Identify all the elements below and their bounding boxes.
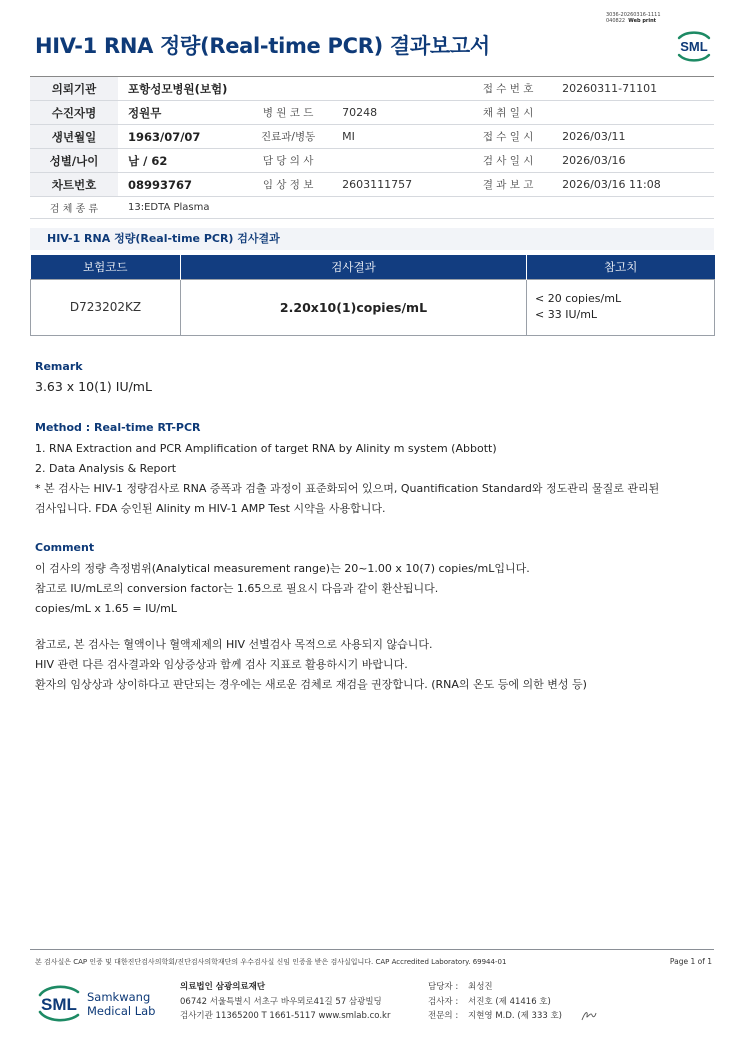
sml-logo-top [672, 26, 716, 64]
method-heading: Method : Real-time RT-PCR [35, 421, 201, 434]
remark-heading: Remark [35, 360, 83, 373]
page-title: HIV-1 RNA 정량(Real-time PCR) 결과보고서 [35, 34, 490, 58]
info-label: 채 취 일 시 [464, 101, 552, 125]
info-value [552, 101, 714, 125]
method-line: 검사입니다. FDA 승인된 Alinity m HIV-1 AMP Test 시약을 사용합니다. [35, 502, 386, 515]
info-value: 70248 [332, 101, 464, 125]
info-row [30, 101, 714, 125]
info-label: 병 원 코 드 [244, 101, 332, 125]
staff-list [428, 980, 562, 1024]
institution-contact: 검사기관 11365200 T 1661-5117 www.smlab.co.kr [180, 1011, 391, 1021]
info-label: 진료과/병동 [244, 125, 332, 149]
result-header-row [31, 255, 715, 279]
web-print-mark: Web print [628, 18, 657, 24]
sml-logo-name-line2: Medical Lab [87, 1004, 156, 1018]
info-value: 남 / 62 [118, 149, 244, 173]
staff-row [428, 980, 562, 995]
reference-line: < 20 copies/mL [535, 292, 622, 305]
sml-logo-top-text: SML [680, 39, 708, 54]
info-label: 검 사 일 시 [464, 149, 552, 173]
comment-line: 참고로 IU/mL로의 conversion factor는 1.65으로 필요시 다음과 같이 환산됩니다. [35, 582, 439, 595]
document-code-line1: 3036-20260316-1111 [606, 12, 661, 18]
info-label: 성별/나이 [30, 149, 118, 173]
info-value: 2026/03/16 [552, 149, 714, 173]
specimen-value: 13:EDTA Plasma [118, 197, 714, 219]
test-result: 2.20x10(1)copies/mL [181, 279, 527, 335]
comment-line: copies/mL x 1.65 = IU/mL [35, 602, 177, 615]
staff-name: 지현영 M.D. (제 333 호) [468, 1011, 563, 1021]
sml-logo-bottom [37, 982, 157, 1024]
info-row [30, 149, 714, 173]
method-line: * 본 검사는 HIV-1 정량검사로 RNA 증폭과 검출 과정이 표준화되어 있으며, Quantification Standard와 정도관리 물질로 관리된 [35, 482, 660, 495]
sml-logo-name-line1: Samkwang [87, 990, 151, 1004]
method-line: 2. Data Analysis & Report [35, 462, 177, 475]
info-value: 2603111757 [332, 173, 464, 197]
sml-logo-bottom-text: SML [41, 995, 77, 1014]
institution-address: 06742 서울특별시 서초구 바우뫼로41길 57 삼광빌딩 [180, 996, 382, 1007]
result-section-title: HIV-1 RNA 정량(Real-time PCR) 검사결과 [30, 228, 714, 250]
specimen-row [30, 197, 714, 219]
info-value: 포항성모병원(보험) [118, 77, 464, 101]
comment-section [35, 541, 587, 695]
signature-mark [580, 1008, 598, 1022]
staff-name: 최성진 [468, 982, 493, 992]
comment-line: 참고로, 본 검사는 혈액이나 혈액제제의 HIV 선별검사 목적으로 사용되지 않습니다. [35, 638, 433, 651]
comment-line: 환자의 임상상과 상이하다고 판단되는 경우에는 새로운 검체로 재검을 권장합니다. (RNA의 온도 등에 의한 변성 등) [35, 678, 587, 691]
institution-info [180, 980, 390, 1024]
info-row [30, 125, 714, 149]
column-header-code: 보험코드 [31, 255, 181, 279]
info-value: 1963/07/07 [118, 125, 244, 149]
info-value: 2026/03/16 11:08 [552, 173, 714, 197]
column-header-result: 검사결과 [181, 255, 527, 279]
reference-range [527, 279, 715, 335]
staff-row [428, 995, 562, 1010]
document-code [606, 12, 661, 24]
staff-role: 검사자 : [428, 996, 459, 1007]
staff-name: 서진호 (제 41416 호) [468, 996, 551, 1007]
footer-divider [30, 949, 714, 950]
comment-line: 이 검사의 정량 측정범위(Analytical measurement range)는 20~1.00 x 10(7) copies/mL입니다. [35, 562, 530, 575]
staff-role: 담당자 : [428, 982, 459, 992]
specimen-label: 검 체 종 류 [30, 197, 118, 219]
method-section [35, 421, 659, 519]
info-value: 2026/03/11 [552, 125, 714, 149]
comment-line: HIV 관련 다른 검사결과와 임상증상과 함께 검사 지표로 활용하시기 바랍니다. [35, 658, 408, 671]
info-label: 임 상 정 보 [244, 173, 332, 197]
info-value: MI [332, 125, 464, 149]
institution-name: 의료법인 삼광의료재단 [180, 982, 266, 992]
info-value [332, 149, 464, 173]
accreditation-note: 본 검사실은 CAP 인증 및 대한진단검사의학회/진단검사의학재단의 우수검사실 신임 인증을 받은 검사실입니다. CAP Accredited Laboratory. 69944-01 [35, 958, 507, 966]
info-label: 담 당 의 사 [244, 149, 332, 173]
info-label: 차트번호 [30, 173, 118, 197]
remark-section [35, 360, 152, 396]
info-label: 생년월일 [30, 125, 118, 149]
method-line: 1. RNA Extraction and PCR Amplification of target RNA by Alinity m system (Abbott) [35, 442, 497, 455]
info-label: 접 수 번 호 [464, 77, 552, 101]
page-number: Page 1 of 1 [669, 957, 712, 966]
result-row [31, 279, 715, 335]
info-row [30, 173, 714, 197]
staff-row [428, 1009, 562, 1024]
staff-role: 전문의 : [428, 1011, 459, 1021]
info-label: 접 수 일 시 [464, 125, 552, 149]
info-value: 정원무 [118, 101, 244, 125]
reference-line: < 33 IU/mL [535, 308, 598, 321]
comment-heading: Comment [35, 541, 95, 554]
info-label: 의뢰기관 [30, 77, 118, 101]
result-table [30, 255, 715, 336]
insurance-code: D723202KZ [31, 279, 181, 335]
patient-info-table [30, 76, 714, 219]
info-label: 결 과 보 고 [464, 173, 552, 197]
remark-value: 3.63 x 10(1) IU/mL [35, 379, 152, 394]
info-value: 08993767 [118, 173, 244, 197]
document-code-line2: 040822 Web print [606, 18, 657, 24]
info-row [30, 77, 714, 101]
info-label: 수진자명 [30, 101, 118, 125]
column-header-reference: 참고치 [527, 255, 715, 279]
info-value: 20260311-71101 [552, 77, 714, 101]
